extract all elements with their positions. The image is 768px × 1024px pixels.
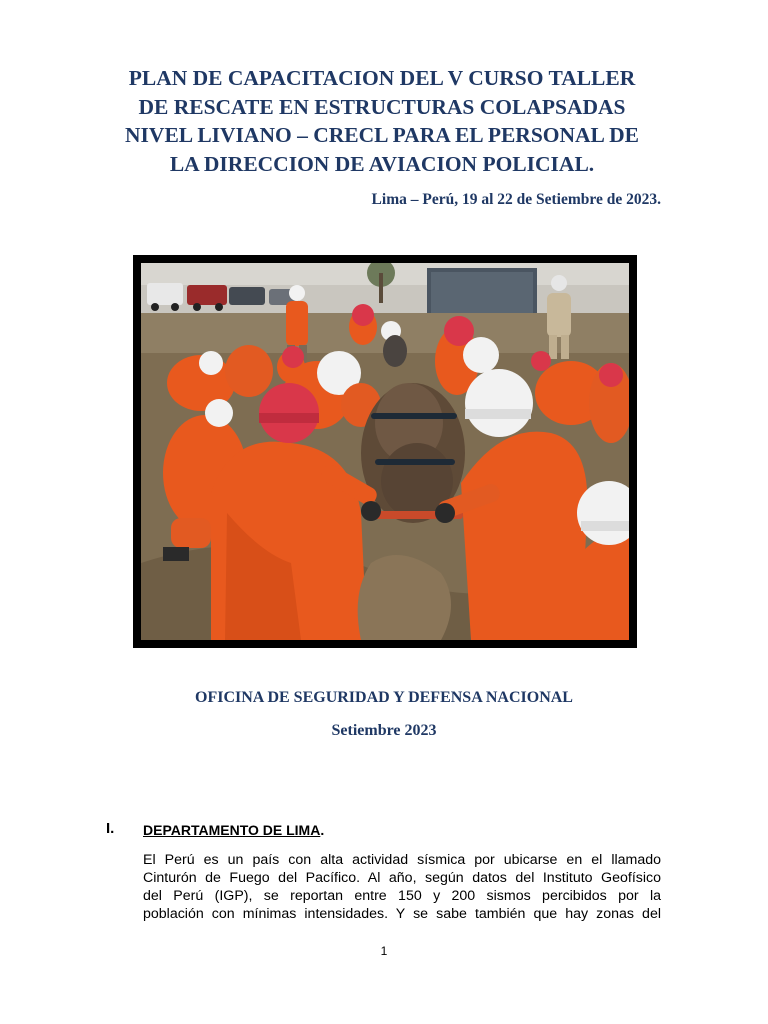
paragraph-line: El Perú es un país con alta actividad sísmica por ubicarse en el llamado — [143, 852, 661, 868]
title-line: LA DIRECCION DE AVIACION POLICIAL. — [169, 151, 595, 176]
page-number: 1 — [380, 944, 388, 958]
paragraph-line: del Perú (IGP), se reportan entre 150 y 200 sismos percibidos por la — [143, 888, 661, 904]
section-paragraph — [143, 851, 661, 923]
document-title — [90, 64, 674, 178]
title-line: PLAN DE CAPACITACION DEL V CURSO TALLER — [128, 66, 636, 90]
place-date: Lima – Perú, 19 al 22 de Setiembre de 2023. — [371, 191, 661, 208]
title-line: DE RESCATE EN ESTRUCTURAS COLAPSADAS — [138, 94, 626, 119]
paragraph-line: población con mínimas intensidades. Y se sabe también que hay zonas del — [143, 906, 661, 922]
document-month: Setiembre 2023 — [331, 722, 437, 739]
rescue-training-photo — [133, 255, 637, 648]
section-title-suffix: . — [320, 822, 325, 838]
office-name: OFICINA DE SEGURIDAD Y DEFENSA NACIONAL — [195, 689, 573, 706]
paragraph-line: Cinturón de Fuego del Pacífico. Al año, según datos del Instituto Geofísico — [143, 870, 661, 886]
title-line: NIVEL LIVIANO – CRECL PARA EL PERSONAL DE — [125, 123, 639, 147]
section-title — [143, 822, 324, 838]
section-number: I. — [106, 820, 115, 837]
section-title-text: DEPARTAMENTO DE LIMA — [143, 822, 321, 838]
rescue-scene-illustration — [141, 263, 629, 640]
